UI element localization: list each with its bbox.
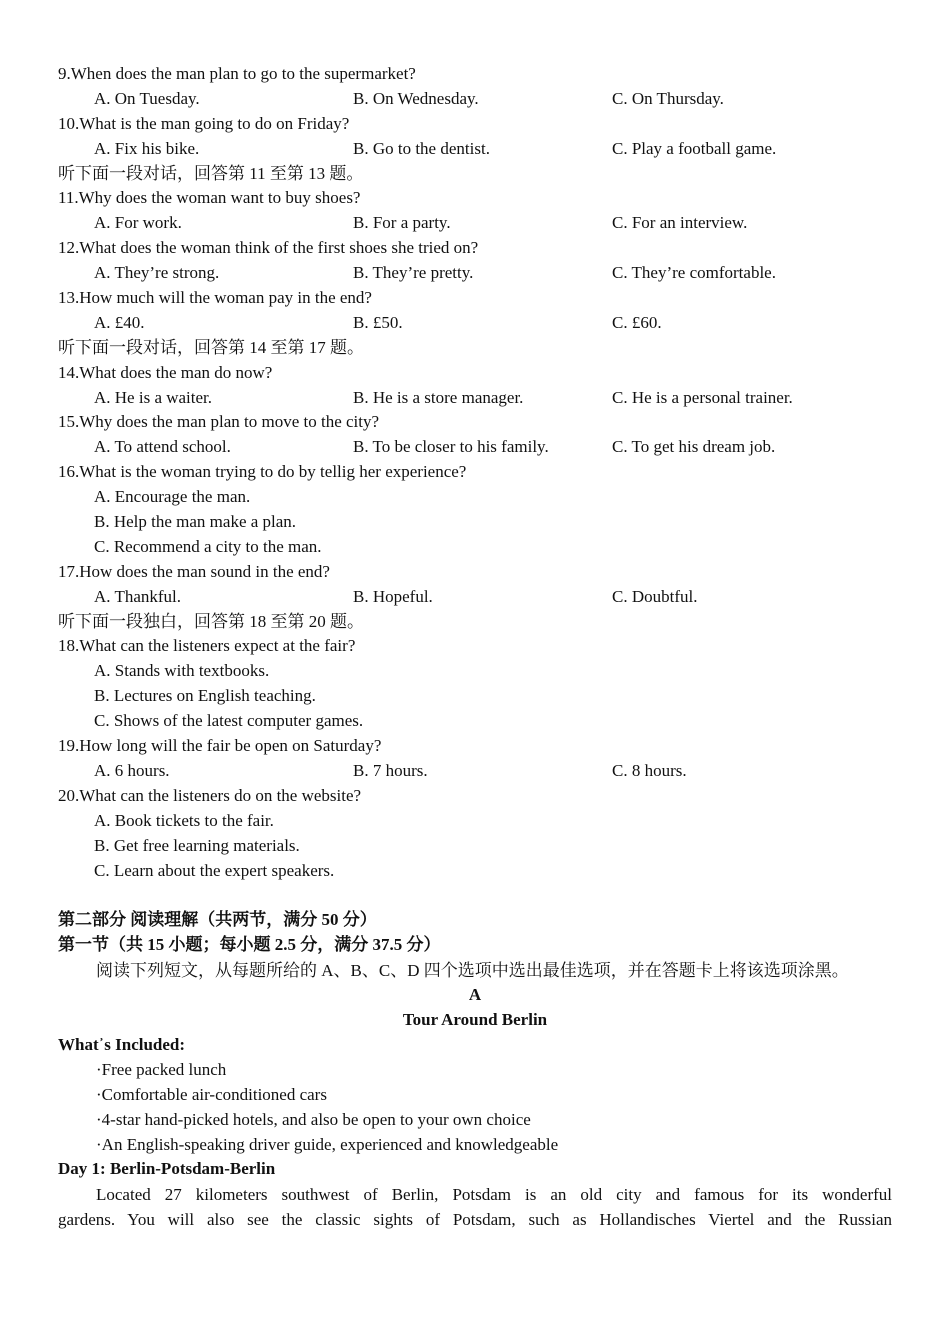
day1-text-line1: Located 27 kilometers southwest of Berlin, Potsdam is an old city and famous for its wonderful: [96, 1185, 892, 1205]
options-14: [58, 386, 892, 411]
option-c: C. For an interview.: [612, 213, 748, 233]
option-c: C. On Thursday.: [612, 88, 724, 108]
question-15: 15.Why does the man plan to move to the city?: [58, 412, 380, 432]
option-a: A. To attend school.: [94, 437, 231, 457]
option-a: A. 6 hours.: [94, 760, 170, 780]
option-c: C. Learn about the expert speakers.: [94, 860, 335, 880]
question-14: 14.What does the man do now?: [58, 362, 273, 382]
option-b: B. 7 hours.: [353, 760, 428, 780]
option-a: A. On Tuesday.: [94, 88, 200, 108]
passage-title: Tour Around Berlin: [402, 1010, 548, 1030]
option-b: B. To be closer to his family.: [353, 437, 549, 457]
options-12: [58, 261, 892, 286]
option-a: A. Book tickets to the fair.: [94, 810, 274, 830]
section-instruction-11-13: 听下面一段对话，回答第 11 至第 13 题。: [58, 163, 364, 183]
option-b: B. They’re pretty.: [353, 263, 474, 283]
options-15: [58, 435, 892, 460]
option-b: B. Hopeful.: [353, 586, 433, 606]
option-b: B. Get free learning materials.: [94, 835, 300, 855]
option-c: C. Doubtful.: [612, 586, 698, 606]
question-13: 13.How much will the woman pay in the end?: [58, 288, 372, 308]
question-20: 20.What can the listeners do on the website?: [58, 785, 362, 805]
included-item: ·Free packed lunch: [96, 1059, 227, 1079]
option-a: A. £40.: [94, 312, 145, 332]
option-a: A. Stands with textbooks.: [94, 661, 270, 681]
question-9: 9.When does the man plan to go to the supermarket?: [58, 64, 416, 83]
options-9: [58, 87, 892, 112]
option-a: A. He is a waiter.: [94, 387, 213, 407]
question-11: 11.Why does the woman want to buy shoes?: [58, 188, 361, 208]
option-c: C. He is a personal trainer.: [612, 387, 793, 407]
option-b: B. Go to the dentist.: [353, 138, 490, 158]
spacer: [58, 883, 892, 908]
option-c: C. Play a football game.: [612, 138, 777, 158]
day1-heading: Day 1: Berlin-Potsdam-Berlin: [58, 1159, 276, 1179]
question-19: 19.How long will the fair be open on Saturday?: [58, 736, 382, 756]
option-c: C. To get his dream job.: [612, 437, 776, 457]
part2-section1: 第一节（共 15 小题；每小题 2.5 分，满分 37.5 分）: [58, 935, 441, 955]
option-c: C. Recommend a city to the man.: [94, 536, 322, 556]
included-heading: What᾿s Included:: [58, 1034, 186, 1054]
included-item: ·An English-speaking driver guide, experienced and knowledgeable: [96, 1134, 559, 1154]
option-c: C. Shows of the latest computer games.: [94, 711, 364, 731]
option-b: B. Lectures on English teaching.: [94, 686, 316, 706]
option-a: A. Encourage the man.: [94, 487, 251, 507]
included-item: ·Comfortable air-conditioned cars: [96, 1084, 327, 1104]
question-18: 18.What can the listeners expect at the fair?: [58, 636, 356, 656]
question-17: 17.How does the man sound in the end?: [58, 561, 330, 581]
options-19: [58, 759, 892, 784]
day1-text-line2: gardens. You will also see the classic sights of Potsdam, such as Hollandisches Viertel and the Russian: [58, 1210, 892, 1230]
options-11: [58, 211, 892, 236]
options-13: [58, 311, 892, 336]
section-instruction-18-20: 听下面一段独白，回答第 18 至第 20 题。: [58, 611, 364, 631]
option-c: C. They’re comfortable.: [612, 263, 776, 283]
option-a: A. Thankful.: [94, 586, 182, 606]
option-a: A. Fix his bike.: [94, 138, 200, 158]
question-12: 12.What does the woman think of the first shoes she tried on?: [58, 238, 479, 258]
part2-title: 第二部分 阅读理解（共两节，满分 50 分）: [58, 910, 377, 930]
question-10: 10.What is the man going to do on Friday?: [58, 113, 350, 133]
option-b: B. On Wednesday.: [353, 88, 479, 108]
question-16: 16.What is the woman trying to do by tellig her experience?: [58, 462, 467, 482]
section-instruction-14-17: 听下面一段对话，回答第 14 至第 17 题。: [58, 337, 364, 357]
option-b: B. He is a store manager.: [353, 387, 524, 407]
option-c: C. £60.: [612, 312, 662, 332]
option-b: B. Help the man make a plan.: [94, 512, 297, 532]
passage-letter: A: [468, 985, 482, 1005]
exam-page: [58, 62, 892, 1232]
included-item: ·4-star hand-picked hotels, and also be open to your own choice: [96, 1109, 531, 1129]
options-17: [58, 585, 892, 610]
option-c: C. 8 hours.: [612, 760, 687, 780]
options-10: [58, 137, 892, 162]
option-b: B. £50.: [353, 312, 403, 332]
part2-instruction: 阅读下列短文，从每题所给的 A、B、C、D 四个选项中选出最佳选项，并在答题卡上将该选项涂黑。: [96, 961, 849, 981]
option-a: A. For work.: [94, 213, 182, 233]
option-a: A. They’re strong.: [94, 263, 220, 283]
option-b: B. For a party.: [353, 213, 451, 233]
